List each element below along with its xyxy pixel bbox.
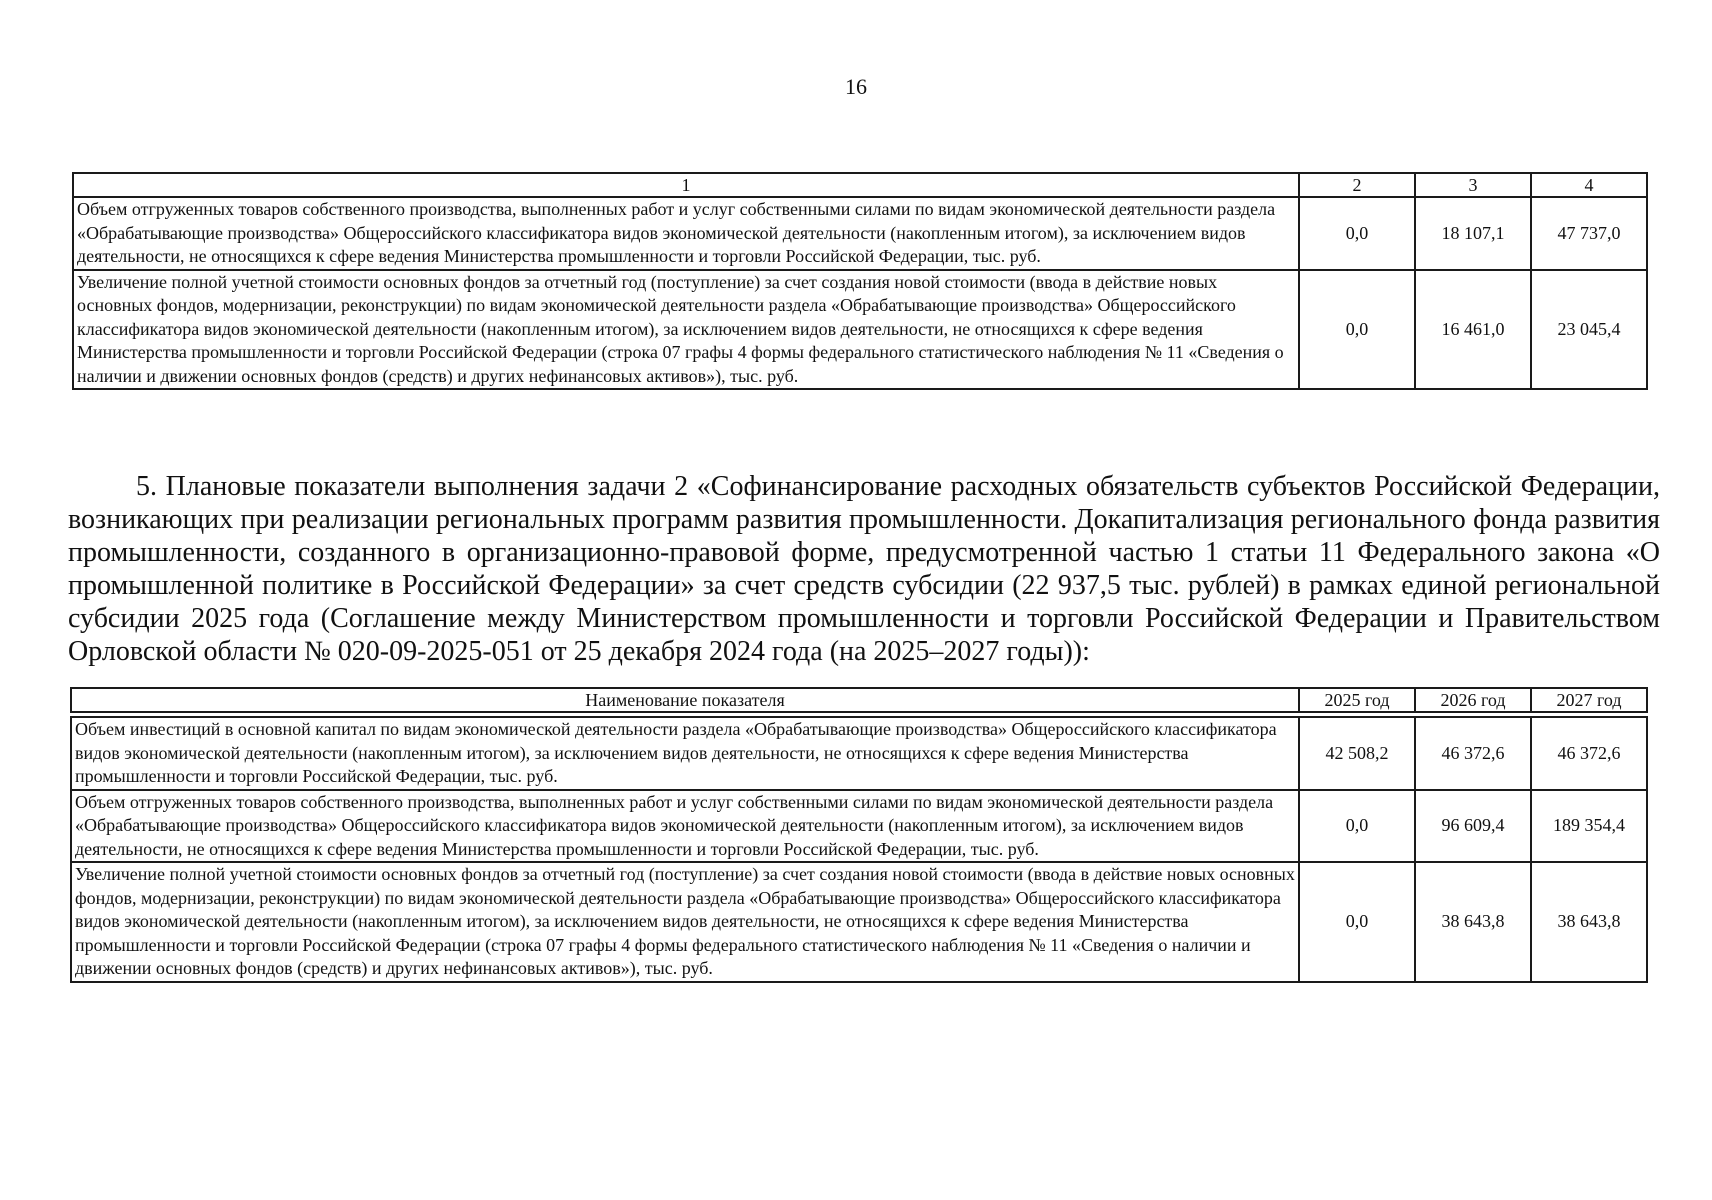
indicator-name: Объем отгруженных товаров собственного производства, выполненных работ и услуг собственными силами по видам экономической деятельности раздела «Обрабатывающие производства» Общероссийского классификатора видов экономической деятельности (накопленным итогом), за исключением видов деятельности, не относящихся к сфере ведения Министерства промышленности и торговли Российской Федерации, тыс. руб.	[71, 790, 1299, 863]
indicator-value: 46 372,6	[1415, 717, 1531, 790]
indicator-value: 0,0	[1299, 790, 1415, 863]
column-number-2: 2	[1299, 173, 1415, 197]
page-number: 16	[845, 74, 867, 99]
indicator-value: 0,0	[1299, 270, 1415, 390]
indicator-name: Объем инвестиций в основной капитал по видам экономической деятельности раздела «Обрабатывающие производства» Общероссийского классификатора видов экономической деятельности (накопленным итогом), за исключением видов деятельности, не относящихся к сфере ведения Министерства промышленности и торговли Российской Федерации, тыс. руб.	[71, 717, 1299, 790]
indicator-value: 0,0	[1299, 862, 1415, 982]
indicator-value: 16 461,0	[1415, 270, 1531, 390]
indicator-name: Увеличение полной учетной стоимости основных фондов за отчетный год (поступление) за счет создания новой стоимости (ввода в действие новых основных фондов, модернизации, реконструкции) по видам экономической деятельности раздела «Обрабатывающие производства» Общероссийского классификатора видов экономической деятельности (накопленным итогом), за исключением видов деятельности, не относящихся к сфере ведения Министерства промышленности и торговли Российской Федерации (строка 07 графы 4 формы федерального статистического наблюдения № 11 «Сведения о наличии и движении основных фондов (средств) и других нефинансовых активов»), тыс. руб.	[73, 270, 1299, 390]
indicator-value: 23 045,4	[1531, 270, 1647, 390]
column-number-4: 4	[1531, 173, 1647, 197]
column-header-indicator-name: Наименование показателя	[71, 688, 1299, 712]
indicator-table-continued	[72, 172, 1648, 390]
column-number-1: 1	[73, 173, 1299, 197]
section-paragraph: 5. Плановые показатели выполнения задачи 2 «Софинансирование расходных обязательств субъектов Российской Федерации, возникающих при реализации региональных программ развития промышленности. Докапитализация регионального фонда развития промышленности, созданного в организационно-правовой форме, предусмотренной частью 1 статьи 11 Федерального закона «О промышленной политике в Российской Федерации» за счет средств субсидии (22 937,5 тыс. рублей) в рамках единой региональной субсидии 2025 года (Соглашение между Министерством промышленности и торговли Российской Федерации и Правительством Орловской области № 020-09-2025-051 от 25 декабря 2024 года (на 2025–2027 годы)):	[68, 471, 1660, 667]
indicator-value: 46 372,6	[1531, 717, 1647, 790]
table-row	[71, 717, 1647, 790]
table-row	[71, 790, 1647, 863]
table-row	[71, 862, 1647, 982]
indicator-value: 189 354,4	[1531, 790, 1647, 863]
indicator-name: Увеличение полной учетной стоимости основных фондов за отчетный год (поступление) за счет создания новой стоимости (ввода в действие новых основных фондов, модернизации, реконструкции) по видам экономической деятельности раздела «Обрабатывающие производства» Общероссийского классификатора видов экономической деятельности (накопленным итогом), за исключением видов деятельности, не относящихся к сфере ведения Министерства промышленности и торговли Российской Федерации (строка 07 графы 4 формы федерального статистического наблюдения № 11 «Сведения о наличии и движении основных фондов (средств) и других нефинансовых активов»), тыс. руб.	[71, 862, 1299, 982]
indicator-value: 42 508,2	[1299, 717, 1415, 790]
indicator-value: 0,0	[1299, 197, 1415, 270]
indicator-value: 47 737,0	[1531, 197, 1647, 270]
column-header-year: 2025 год	[1299, 688, 1415, 712]
indicator-value: 96 609,4	[1415, 790, 1531, 863]
indicator-value: 38 643,8	[1531, 862, 1647, 982]
table-row	[73, 270, 1647, 390]
table-row	[73, 197, 1647, 270]
indicator-name: Объем отгруженных товаров собственного производства, выполненных работ и услуг собственными силами по видам экономической деятельности раздела «Обрабатывающие производства» Общероссийского классификатора видов экономической деятельности (накопленным итогом), за исключением видов деятельности, не относящихся к сфере ведения Министерства промышленности и торговли Российской Федерации, тыс. руб.	[73, 197, 1299, 270]
planned-indicators-table	[70, 687, 1648, 983]
table-header-row	[73, 173, 1647, 197]
table-header-row	[71, 688, 1647, 712]
indicator-value: 38 643,8	[1415, 862, 1531, 982]
indicator-value: 18 107,1	[1415, 197, 1531, 270]
column-number-3: 3	[1415, 173, 1531, 197]
column-header-year: 2027 год	[1531, 688, 1647, 712]
column-header-year: 2026 год	[1415, 688, 1531, 712]
